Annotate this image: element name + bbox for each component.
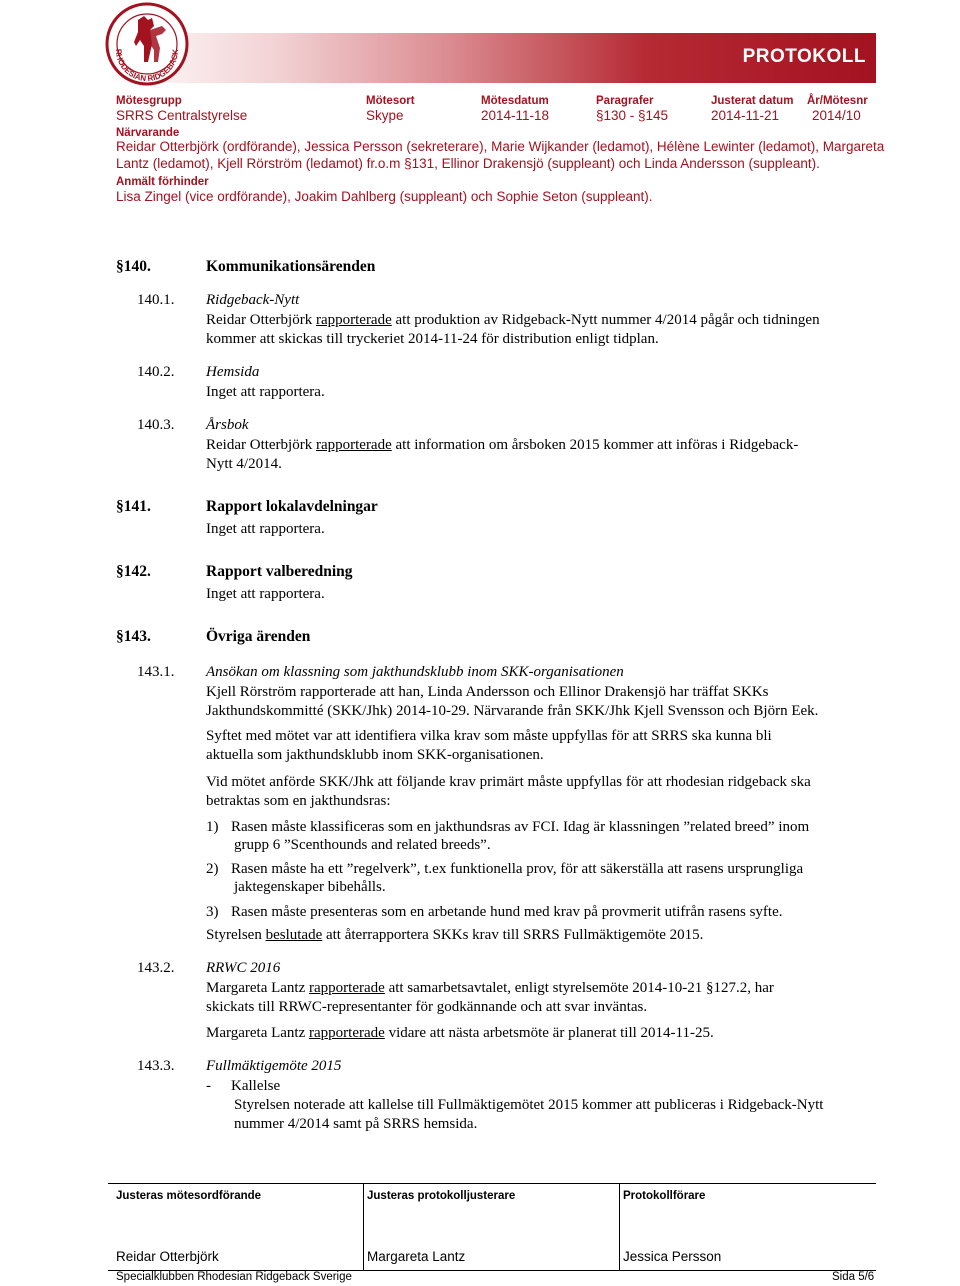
document-title: PROTOKOLL [742,46,866,67]
absent-line: Lisa Zingel (vice ordförande), Joakim Dahlberg (suppleant) och Sophie Seton (suppleant). [116,189,653,204]
footer-signature-adjuster: Margareta Lantz [367,1249,466,1264]
text-140-3-line-2: Nytt 4/2014. [206,456,282,472]
footer-label-chair: Justeras mötesordförande [116,1190,262,1202]
text-140-1-line-2: kommer att skickas till tryckeriet 2014-11-24 för distribution enligt tidplan. [206,331,659,347]
list-item-1-line-2: grupp 6 ”Scenthounds and related breeds”. [234,837,491,853]
section-title-141: Rapport lokalavdelningar [206,498,378,515]
footer-divider-2 [619,1184,620,1270]
footer-signature-chair: Reidar Otterbjörk [116,1249,219,1264]
section-num-140: §140. [116,258,151,275]
list-item-kallelse: Kallelse [231,1078,281,1094]
text-143-2-line-3: Margareta Lantz rapporterade vidare att nästa arbetsmöte är planerat till 2014-11-25. [206,1025,714,1041]
text-143-1-p3-line-2: betraktas som en jakthundsras: [206,793,391,809]
sub-num-140-3: 140.3. [137,417,175,433]
header-band [108,33,876,83]
footer-label-adjuster: Justeras protokolljusterare [367,1190,516,1202]
section-num-142: §142. [116,563,151,580]
club-logo [104,0,190,88]
sub-title-143-1: Ansökan om klassning som jakthundsklubb inom SKK-organisationen [206,664,624,680]
section-num-143: §143. [116,628,151,645]
text-141-line-1: Inget att rapportera. [206,521,325,537]
logo-text: RHODESIAN RIDGEBACK [113,48,181,84]
value-motesgrupp: SRRS Centralstyrelse [116,108,248,123]
text-143-1-p2-line-2: aktuella som jakthundsklubb inom SKK-organisationen. [206,747,544,763]
text-143-1-p1-line-2: Jakthundskommitté (SKK/Jhk) 2014-10-29. Närvarande från SKK/Jhk Kjell Svensson och Björn Eek. [206,703,819,719]
sub-num-143-1: 143.1. [137,664,175,680]
text-143-3-line-2: nummer 4/2014 samt på SRRS hemsida. [234,1116,478,1132]
label-motesdatum: Mötesdatum [481,95,549,107]
text-143-2-line-1: Margareta Lantz rapporterade att samarbetsavtalet, enligt styrelsemöte 2014-10-21 §127.2, har [206,980,774,996]
footer-label-secretary: Protokollförare [623,1190,706,1202]
footer-divider-1 [363,1184,364,1270]
text-143-1-decision: Styrelsen beslutade att återrapportera SKKs krav till SRRS Fullmäktigemöte 2015. [206,927,704,943]
sub-num-143-2: 143.2. [137,960,175,976]
value-motesdatum: 2014-11-18 [481,108,550,123]
label-motesgrupp: Mötesgrupp [116,95,182,107]
section-title-140: Kommunikationsärenden [206,258,376,275]
section-title-143: Övriga ärenden [206,628,311,645]
list-num-2: 2) [206,861,219,877]
footer-top-rule [108,1183,876,1184]
present-line-2: Lantz (ledamot), Kjell Rörström (ledamot) fr.o.m §131, Ellinor Drakensjö (suppleant) och Linda Andersson (suppleant). [116,156,820,171]
label-justerat-datum: Justerat datum [711,95,794,107]
sub-num-143-3: 143.3. [137,1058,175,1074]
text-140-1-line-1: Reidar Otterbjörk rapporterade att produktion av Ridgeback-Nytt nummer 4/2014 pågår och tidningen [206,312,820,328]
label-narvarande: Närvarande [116,127,180,139]
text-143-3-line-1: Styrelsen noterade att kallelse till Fullmäktigemötet 2015 kommer att publiceras i Ridgeback-Nytt [234,1097,824,1113]
value-justerat-datum: 2014-11-21 [711,108,780,123]
footer-signature-secretary: Jessica Persson [623,1249,722,1264]
section-title-142: Rapport valberedning [206,563,353,580]
sub-title-143-3: Fullmäktigemöte 2015 [206,1058,342,1074]
sub-title-143-2: RRWC 2016 [206,960,281,976]
list-item-1-line-1: Rasen måste klassificeras som en jakthundsras av FCI. Idag är klassningen ”related breed” inom [231,819,810,835]
footer-organization: Specialklubben Rhodesian Ridgeback Sverige [116,1271,352,1283]
present-line-1: Reidar Otterbjörk (ordförande), Jessica Persson (sekreterare), Marie Wijkander (ledamot), Hélène Lewinter (ledamot), Margareta [116,139,885,154]
text-143-1-p3-line-1: Vid mötet anförde SKK/Jhk att följande krav primärt måste uppfyllas för att rhodesian ridgeback ska [206,774,811,790]
text-143-1-p2-line-1: Syftet med mötet var att identifiera vilka krav som måste uppfyllas för att SRRS ska kunna bli [206,728,772,744]
sub-title-140-2: Hemsida [206,364,260,380]
text-143-2-line-2: skickats till RRWC-representanter för godkännande och att svar inväntas. [206,999,648,1015]
section-num-141: §141. [116,498,151,515]
text-142-line-1: Inget att rapportera. [206,586,325,602]
sub-title-140-1: Ridgeback-Nytt [206,292,300,308]
value-ar-motesnr: 2014/10 [812,108,861,123]
list-num-1: 1) [206,819,219,835]
label-ar-motesnr: År/Mötesnr [807,95,868,107]
text-140-3-line-1: Reidar Otterbjörk rapporterade att information om årsboken 2015 kommer att införas i Ridgeback- [206,437,799,453]
text-143-1-p1-line-1: Kjell Rörström rapporterade att han, Linda Andersson och Ellinor Drakensjö har träffat SKKs [206,684,769,700]
value-paragrafer: §130 - §145 [596,108,669,123]
footer-page-number: Sida 5/6 [832,1271,875,1283]
sub-title-140-3: Årsbok [206,417,249,433]
sub-num-140-1: 140.1. [137,292,175,308]
list-bullet: - [206,1078,211,1094]
list-item-2-line-2: jaktegenskaper bibehålls. [234,879,386,895]
list-item-3-line-1: Rasen måste presenteras som en arbetande hund med krav på provmerit utifrån rasens syfte. [231,904,783,920]
label-paragrafer: Paragrafer [596,95,654,107]
list-item-2-line-1: Rasen måste ha ett ”regelverk”, t.ex funktionella prov, för att säkerställa att rasens ursprungliga [231,861,804,877]
value-motesort: Skype [366,108,404,123]
sub-num-140-2: 140.2. [137,364,175,380]
label-anmalt-forhinder: Anmält förhinder [116,176,209,188]
label-motesort: Mötesort [366,95,415,107]
text-140-2-line-1: Inget att rapportera. [206,384,325,400]
list-num-3: 3) [206,904,219,920]
